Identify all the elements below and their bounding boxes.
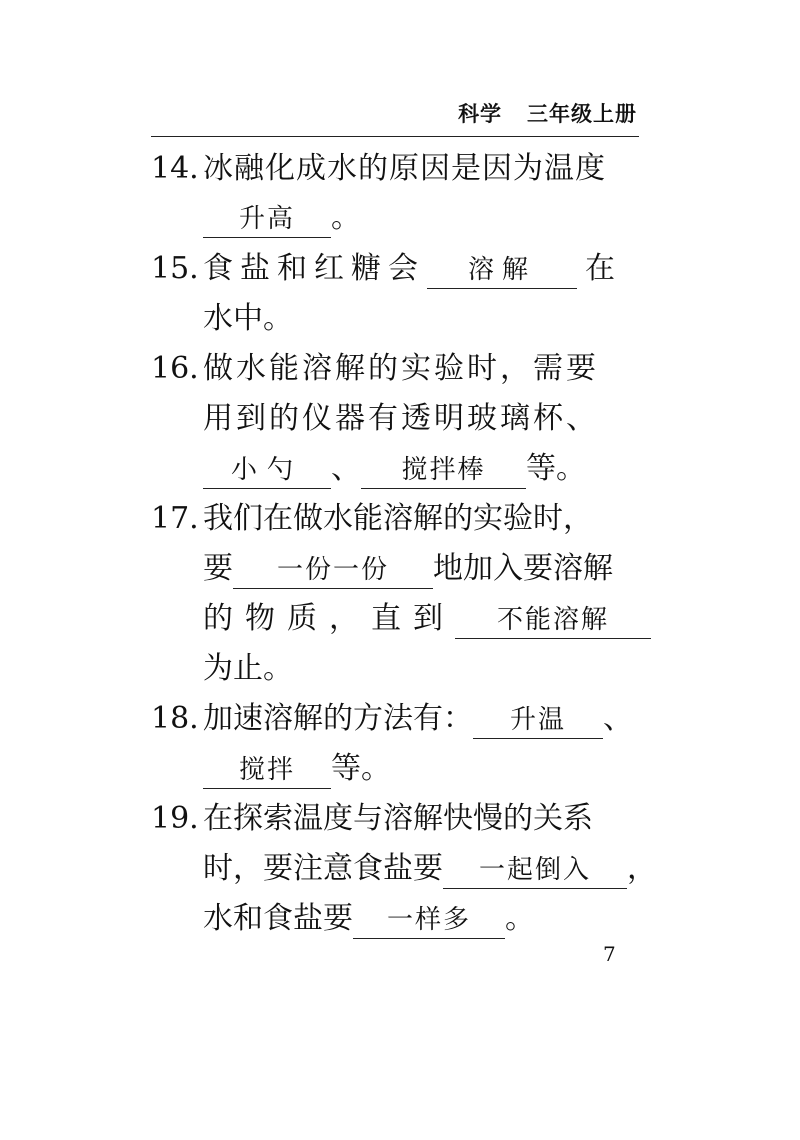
question-text: 时，要注意食盐要 xyxy=(203,851,443,886)
question-text: 为止。 xyxy=(203,651,293,686)
answer-blank: 升温 xyxy=(473,702,603,739)
question-text: 我们在做水能溶解的实验时， xyxy=(203,501,593,536)
question-number: 15. xyxy=(151,251,199,286)
question-text: 在 xyxy=(585,251,615,286)
question-18-line-1 xyxy=(151,696,633,742)
answer-blank: 一份一份 xyxy=(233,552,433,589)
question-17-line-1 xyxy=(151,496,593,542)
question-text: 。 xyxy=(331,200,361,235)
question-16-line-2 xyxy=(203,396,599,442)
question-text: 要 xyxy=(203,551,233,586)
question-text: 等。 xyxy=(526,451,586,486)
question-17-line-2 xyxy=(203,546,613,592)
header-title: 科学 三年级上册 xyxy=(458,102,637,126)
question-19-line-2 xyxy=(203,846,657,892)
answer-blank: 一起倒入 xyxy=(443,852,627,889)
answer-blank: 一样多 xyxy=(353,902,505,939)
question-number: 14. xyxy=(151,151,199,186)
page-number: 7 xyxy=(603,942,616,966)
question-text: 用到的仪器有透明玻璃杯、 xyxy=(203,401,599,436)
question-number: 19. xyxy=(151,801,199,836)
question-number: 16. xyxy=(151,351,199,386)
question-16-line-3 xyxy=(203,446,586,492)
question-text: 在探索温度与溶解快慢的关系 xyxy=(203,801,593,836)
answer-blank: 溶解 xyxy=(427,252,577,289)
question-text: 食盐和红糖会 xyxy=(203,251,425,286)
question-text: 等。 xyxy=(331,751,391,786)
question-text: 、 xyxy=(331,451,361,486)
question-text: 、 xyxy=(603,701,633,736)
question-text: 水和食盐要 xyxy=(203,901,353,936)
question-text: 的物质，直到 xyxy=(203,601,455,636)
question-17-line-4 xyxy=(203,646,293,692)
question-19-line-3 xyxy=(203,896,535,942)
answer-blank: 升高 xyxy=(203,201,331,238)
question-text: 水中。 xyxy=(203,301,293,336)
answer-blank: 搅拌棒 xyxy=(361,452,526,489)
question-18-line-2 xyxy=(203,746,391,792)
question-text: 加速溶解的方法有： xyxy=(203,701,473,736)
answer-blank: 不能溶解 xyxy=(455,602,651,639)
question-19-line-1 xyxy=(151,796,593,842)
question-number: 18. xyxy=(151,701,199,736)
question-15-line-1 xyxy=(151,246,615,292)
question-text: 地加入要溶解 xyxy=(433,551,613,586)
question-14-line-1 xyxy=(151,146,606,192)
answer-blank: 搅拌 xyxy=(203,752,331,789)
question-number: 17. xyxy=(151,501,199,536)
question-text: ， xyxy=(627,851,657,886)
question-17-line-3 xyxy=(203,596,651,642)
question-14-line-2 xyxy=(203,195,361,241)
question-text: 做水能溶解的实验时，需要 xyxy=(203,351,599,386)
question-15-line-2 xyxy=(203,296,293,342)
question-16-line-1 xyxy=(151,346,599,392)
answer-blank: 小勺 xyxy=(203,452,331,489)
header-divider xyxy=(151,136,639,137)
question-text: 。 xyxy=(505,901,535,936)
question-text: 冰融化成水的原因是因为温度 xyxy=(203,151,606,186)
